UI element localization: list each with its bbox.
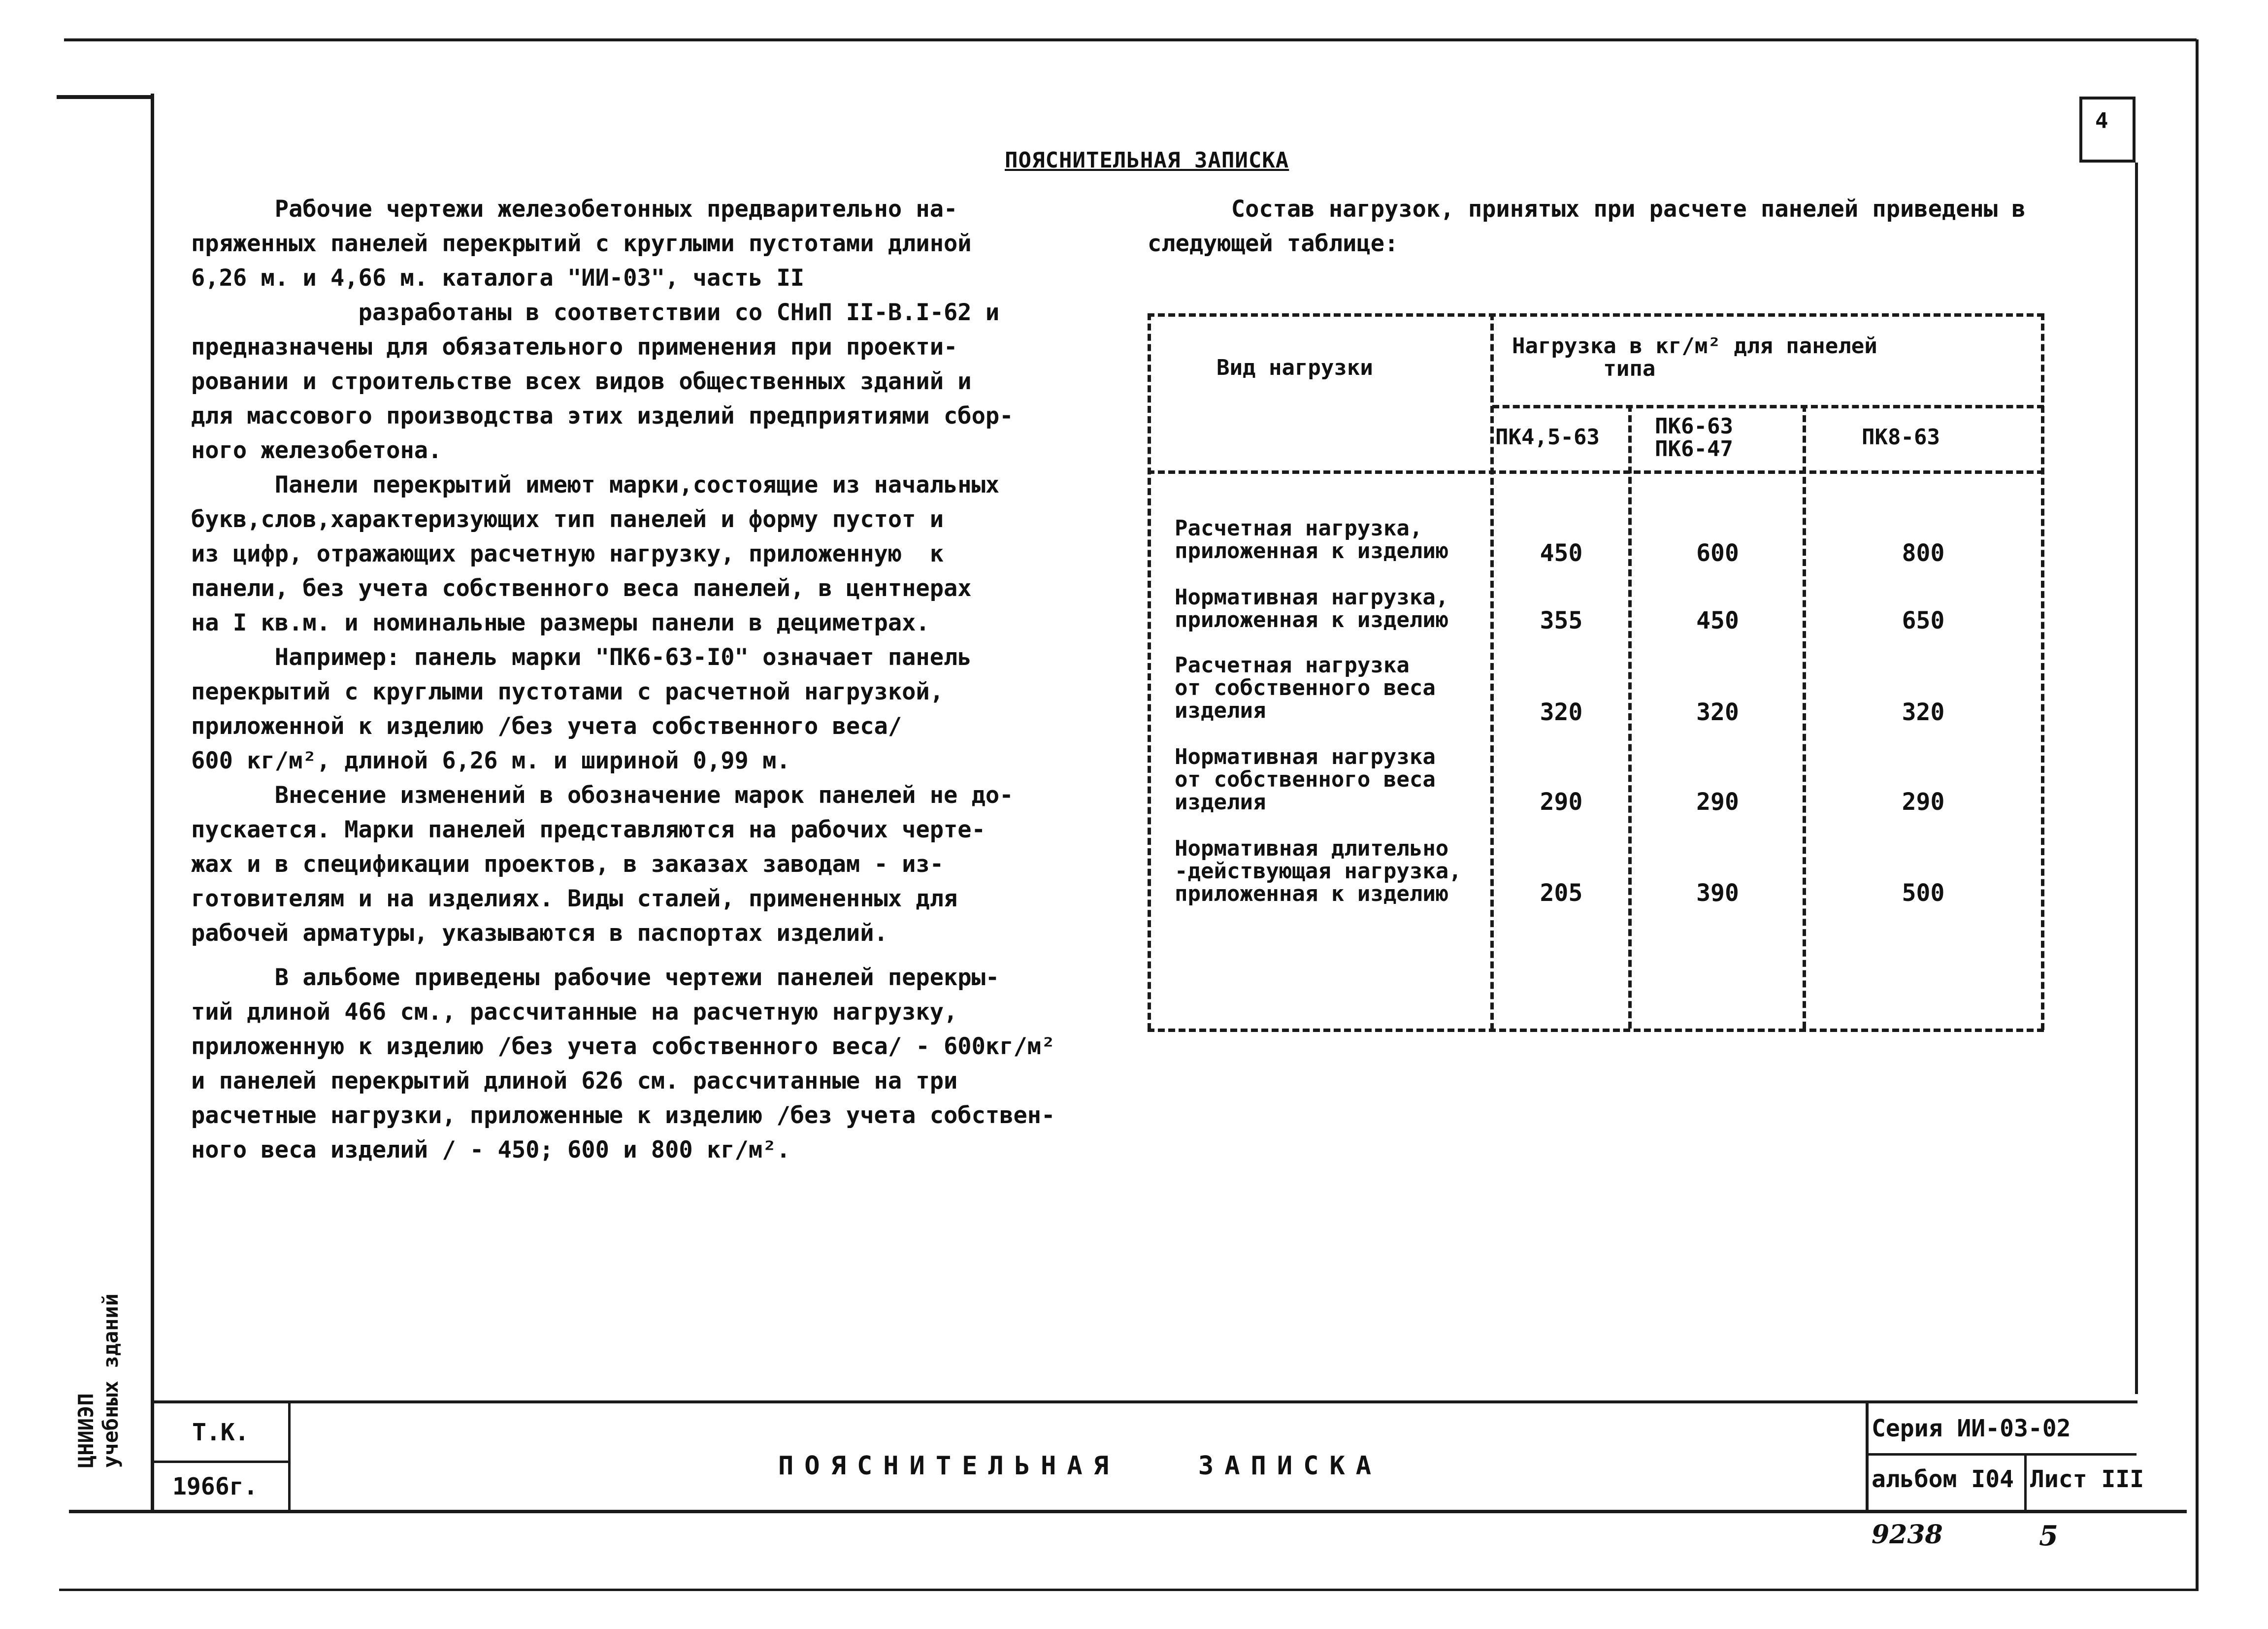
text-line: приложенную к изделию /без учета собственного веса/ - 600кг/м² (191, 1033, 1055, 1060)
cell-value: 320 (1696, 698, 1739, 726)
header-load-group: Нагрузка в кг/м² для панелей типа (1512, 333, 1877, 381)
text-line: для массового производства этих изделий предприятиями сбор- (191, 402, 1014, 430)
row-label: Расчетная нагрузка, приложенная к изделию (1175, 516, 1449, 564)
text-line: разработаны в соответствии со СНиП II-В.I-62 и (191, 299, 1000, 326)
top-border-line (64, 38, 2197, 41)
cell-value: 650 (1902, 607, 1945, 634)
text-line: пускается. Марки панелей представляются на рабочих черте- (191, 816, 986, 843)
header-col-pk45: ПК4,5-63 (1495, 425, 1600, 450)
sheet-label: Лист III (2030, 1465, 2144, 1493)
cell-value: 320 (1902, 698, 1945, 726)
cell-value: 290 (1696, 788, 1739, 816)
tk-label: Т.К. (192, 1419, 249, 1446)
text-line: готовителям и на изделиях. Виды сталей, примененных для (191, 885, 958, 912)
row-label: Нормативная длительно -действующая нагрузка, приложенная к изделию (1175, 836, 1462, 906)
text-line: на I кв.м. и номинальные размеры панели в дециметрах. (191, 609, 930, 636)
cell-value: 800 (1902, 539, 1945, 567)
text-line: В альбоме приведены рабочие чертежи панелей перекры- (191, 964, 1000, 991)
title-block-title: ПОЯСНИТЕЛЬНАЯ ЗАПИСКА (778, 1451, 1382, 1481)
header-col-pk8: ПК8-63 (1862, 425, 1940, 450)
right-frame-line (2135, 163, 2138, 1394)
page-heading: ПОЯСНИТЕЛЬНАЯ ЗАПИСКА (1005, 148, 1289, 173)
text-line: Внесение изменений в обозначение марок панелей не до- (191, 782, 1014, 809)
sheet-number: 4 (2095, 108, 2108, 133)
album-label: альбом I04 (1872, 1465, 2014, 1493)
left-text-block (191, 192, 1102, 1167)
text-line: Например: панель марки "ПК6-63-I0" означает панель (191, 644, 972, 671)
text-line: Панели перекрытий имеют марки,состоящие из начальных (191, 471, 1000, 499)
text-line: приложенной к изделию /без учета собственного веса/ (191, 713, 902, 740)
text-line: предназначены для обязательного применения при проекти- (191, 333, 958, 361)
cell-value: 450 (1696, 607, 1739, 634)
row-label: Расчетная нагрузка от собственного веса изделия (1175, 653, 1436, 723)
text-line: тий длиной 466 см., рассчитанные на расчетную нагрузку, (191, 998, 958, 1026)
text-line: пряженных панелей перекрытий с круглыми пустотами длиной (191, 230, 972, 257)
text-line: Рабочие чертежи железобетонных предварительно на- (191, 196, 958, 223)
sheet-number-box (2079, 97, 2136, 163)
text-line: жах и в спецификации проектов, в заказах заводам - из- (191, 851, 944, 878)
side-stamp-dept: учебных зданий (99, 1293, 123, 1468)
outer-right-line (2196, 39, 2199, 1591)
intro-line: Состав нагрузок, принятых при расчете панелей приведены в (1148, 196, 2026, 223)
cell-value: 205 (1540, 879, 1583, 907)
cell-value: 290 (1902, 788, 1945, 816)
text-line: 6,26 м. и 4,66 м. каталога "ИИ-03", часть II (191, 265, 805, 292)
left-frame-line (151, 94, 154, 1512)
header-col-pk6: ПК6-63 ПК6-47 (1655, 414, 1733, 462)
year-label: 1966г. (172, 1473, 258, 1500)
text-line: панели, без учета собственного веса панелей, в центнерах (191, 575, 972, 602)
text-line: ного железобетона. (191, 437, 442, 464)
side-stamp (74, 1293, 128, 1468)
text-line: букв,слов,характеризующих тип панелей и форму пустот и (191, 506, 944, 533)
text-line: из цифр, отражающих расчетную нагрузку, приложенную к (191, 540, 944, 567)
right-intro-block (1148, 192, 2083, 261)
side-stamp-org: ЦНИИЭП (74, 1393, 98, 1468)
inner-top-line (57, 95, 153, 99)
cell-value: 600 (1696, 539, 1739, 567)
bottom-frame-line (69, 1510, 2187, 1513)
text-line: расчетные нагрузки, приложенные к изделию /без учета собствен- (191, 1102, 1055, 1129)
intro-line: следующей таблице: (1148, 230, 1399, 257)
cell-value: 290 (1540, 788, 1583, 816)
cell-value: 355 (1540, 607, 1583, 634)
header-load-type: Вид нагрузки (1216, 355, 1373, 380)
page-mark: 5 (2039, 1520, 2058, 1552)
row-label: Нормативная нагрузка, приложенная к изделию (1175, 585, 1449, 632)
archive-number: 9238 (1872, 1520, 1943, 1550)
text-line: 600 кг/м², длиной 6,26 м. и шириной 0,99 м. (191, 747, 790, 774)
text-line: рабочей арматуры, указываются в паспортах изделий. (191, 920, 888, 947)
row-label: Нормативная нагрузка от собственного веса изделия (1175, 744, 1436, 815)
cell-value: 320 (1540, 698, 1583, 726)
cell-value: 390 (1696, 879, 1739, 907)
series-label: Серия ИИ-03-02 (1872, 1415, 2071, 1442)
text-line: перекрытий с круглыми пустотами с расчетной нагрузкой, (191, 678, 944, 705)
text-line: и панелей перекрытий длиной 626 см. рассчитанные на три (191, 1067, 958, 1095)
text-line: ровании и строительстве всех видов общественных зданий и (191, 368, 972, 395)
text-line: ного веса изделий / - 450; 600 и 800 кг/м². (191, 1136, 790, 1164)
cell-value: 500 (1902, 879, 1945, 907)
cell-value: 450 (1540, 539, 1583, 567)
bottom-outer-line (59, 1589, 2197, 1591)
